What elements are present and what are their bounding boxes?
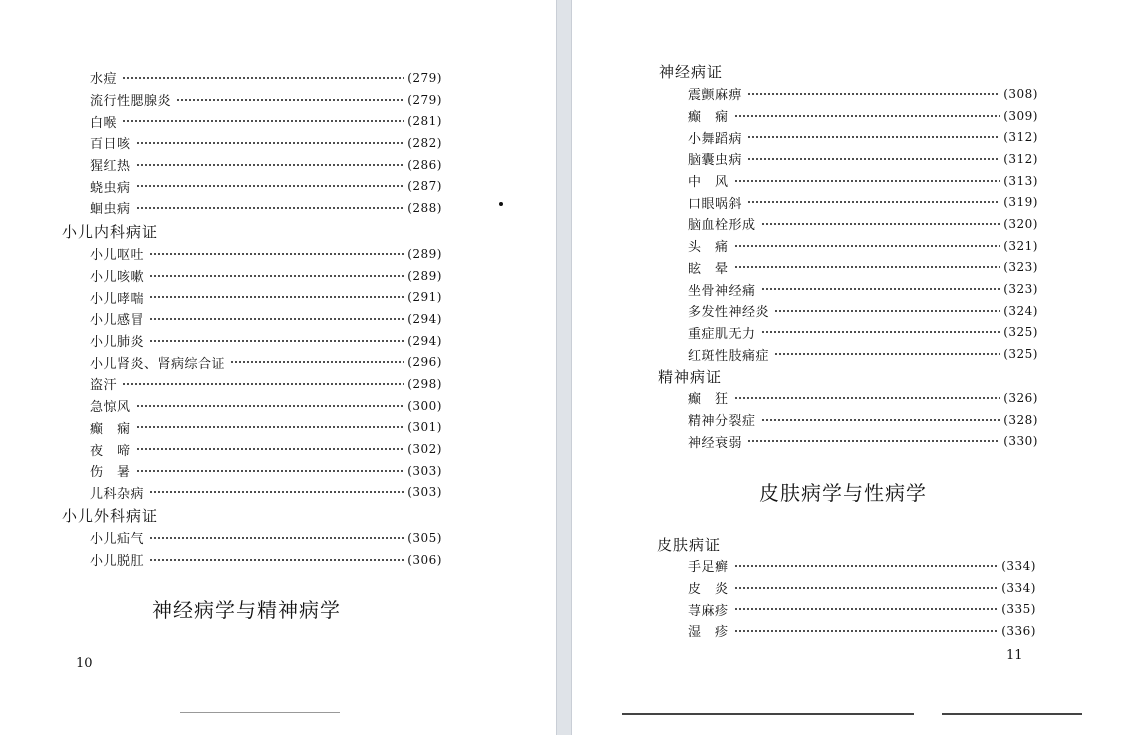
toc-entry: [90, 67, 442, 89]
dot-leader: [136, 207, 405, 209]
toc-entry-page: (300): [407, 398, 442, 413]
toc-entry: [90, 460, 442, 482]
toc-entry: [688, 577, 1036, 599]
toc-entry-title: 小儿肺炎: [90, 335, 145, 351]
toc-entry-title: 头 痛: [688, 240, 729, 256]
toc-entry-page: (296): [407, 355, 442, 370]
toc-entry-page: (309): [1003, 108, 1038, 123]
toc-entry: [90, 482, 442, 504]
toc-entry-title: 坐骨神经痛: [688, 283, 756, 299]
toc-entry: [90, 243, 442, 265]
section-heading: 皮肤病证: [657, 535, 722, 554]
toc-entry-title: 癫 痫: [688, 110, 729, 126]
toc-entry-page: (287): [407, 179, 442, 194]
toc-entry-title: 小儿咳嗽: [90, 270, 145, 286]
toc-entry-title: 小儿脱肛: [90, 554, 145, 570]
toc-entry: [688, 387, 1038, 409]
toc-entry: [90, 110, 442, 132]
toc-entry-title: 眩 晕: [688, 261, 729, 277]
toc-entry-page: (279): [407, 92, 442, 107]
toc-entry-page: (288): [407, 200, 442, 215]
dot-leader: [136, 405, 405, 407]
toc-entry: [90, 395, 442, 417]
toc-entry-title: 盗汗: [90, 378, 118, 394]
scan-speck: [499, 202, 503, 206]
toc-entry: [688, 555, 1036, 577]
dot-leader: [734, 630, 999, 632]
dot-leader: [761, 419, 1001, 421]
toc-entry-page: (330): [1003, 434, 1038, 449]
section-heading: 神经病证: [659, 62, 724, 81]
toc-entry-page: (303): [407, 463, 442, 478]
toc-entry: [90, 417, 442, 439]
toc-entry-title: 急惊风: [90, 400, 131, 416]
toc-list-b: [688, 387, 1038, 452]
toc-entry: [688, 343, 1038, 365]
toc-entry: [90, 373, 442, 395]
dot-leader: [136, 426, 405, 428]
toc-entry-page: (323): [1003, 282, 1038, 297]
toc-entry-page: (312): [1003, 151, 1038, 166]
dot-leader: [122, 120, 404, 122]
toc-entry: [688, 598, 1036, 620]
toc-entry-page: (325): [1003, 347, 1038, 362]
toc-entry-title: 小儿疝气: [90, 532, 145, 548]
toc-entry-title: 小儿呕吐: [90, 248, 145, 264]
toc-entry-title: 癫 痫: [90, 421, 131, 437]
scan-edge-line: [622, 713, 914, 715]
toc-entry-title: 小舞蹈病: [688, 131, 743, 147]
toc-entry-title: 水痘: [90, 72, 118, 88]
toc-entry: [688, 430, 1038, 452]
toc-entry: [688, 620, 1036, 642]
toc-entry: [90, 197, 442, 219]
toc-entry-page: (312): [1003, 130, 1038, 145]
toc-entry-page: (324): [1003, 303, 1038, 318]
toc-entry-page: (281): [407, 114, 442, 129]
dot-leader: [149, 537, 404, 539]
toc-entry-title: 白喉: [90, 115, 118, 131]
toc-entry-title: 小儿肾炎、肾病综合证: [90, 356, 226, 372]
toc-entry-page: (279): [407, 70, 442, 85]
dot-leader: [149, 296, 404, 298]
toc-entry: [688, 322, 1038, 344]
toc-entry-page: (298): [407, 376, 442, 391]
toc-entry: [90, 175, 442, 197]
toc-entry-title: 神经衰弱: [688, 435, 743, 451]
toc-entry-title: 红斑性肢痛症: [688, 348, 770, 364]
right-page: [572, 0, 1129, 735]
toc-entry-title: 精神分裂症: [688, 414, 756, 430]
dot-leader: [734, 115, 1001, 117]
dot-leader: [747, 93, 1000, 95]
dot-leader: [734, 565, 999, 567]
toc-entry: [90, 330, 442, 352]
toc-entry-title: 脑血栓形成: [688, 218, 756, 234]
toc-entry: [688, 213, 1038, 235]
dot-leader: [136, 185, 405, 187]
scan-edge-line: [180, 712, 340, 713]
dot-leader: [136, 164, 405, 166]
dot-leader: [136, 448, 405, 450]
toc-entry-page: (321): [1003, 238, 1038, 253]
toc-entry: [688, 235, 1038, 257]
toc-entry-page: (294): [407, 311, 442, 326]
toc-entry: [90, 132, 442, 154]
toc-entry: [688, 257, 1038, 279]
dot-leader: [774, 353, 1000, 355]
toc-entry-page: (306): [407, 552, 442, 567]
toc-entry-page: (320): [1003, 216, 1038, 231]
toc-entry: [90, 265, 442, 287]
toc-entry-title: 小儿哮喘: [90, 291, 145, 307]
toc-entry: [688, 191, 1038, 213]
toc-entry-title: 口眼㖞斜: [688, 196, 743, 212]
toc-entry: [688, 409, 1038, 431]
dot-leader: [747, 158, 1000, 160]
toc-entry-title: 流行性腮腺炎: [90, 94, 172, 110]
toc-entry: [688, 278, 1038, 300]
toc-entry: [688, 105, 1038, 127]
toc-entry: [688, 83, 1038, 105]
toc-entry-title: 荨麻疹: [688, 603, 729, 619]
chapter-title: 皮肤病学与性病学: [759, 481, 927, 505]
dot-leader: [149, 559, 404, 561]
dot-leader: [761, 288, 1001, 290]
dot-leader: [734, 397, 1001, 399]
toc-entry-title: 重症肌无力: [688, 326, 756, 342]
toc-entry-page: (282): [407, 135, 442, 150]
dot-leader: [122, 383, 404, 385]
toc-entry-title: 夜 啼: [90, 443, 131, 459]
dot-leader: [761, 223, 1001, 225]
toc-entry-title: 手足癣: [688, 560, 729, 576]
dot-leader: [747, 201, 1000, 203]
toc-entry-title: 多发性神经炎: [688, 305, 770, 321]
section-heading: 小儿外科病证: [62, 506, 159, 525]
page-number: 11: [1006, 648, 1023, 663]
toc-entry-page: (286): [407, 157, 442, 172]
toc-entry-page: (313): [1003, 173, 1038, 188]
toc-entry-page: (305): [407, 530, 442, 545]
section-heading: 小儿内科病证: [62, 222, 159, 241]
dot-leader: [176, 99, 404, 101]
dot-leader: [149, 253, 404, 255]
toc-entry-page: (334): [1001, 580, 1036, 595]
dot-leader: [122, 77, 404, 79]
dot-leader: [734, 245, 1001, 247]
toc-entry-title: 猩红热: [90, 159, 131, 175]
dot-leader: [149, 318, 404, 320]
toc-entry: [90, 527, 442, 549]
toc-entry-page: (336): [1001, 623, 1036, 638]
left-page: [0, 0, 556, 735]
toc-entry: [688, 126, 1038, 148]
dot-leader: [774, 310, 1000, 312]
dot-leader: [734, 587, 999, 589]
dot-leader: [734, 266, 1001, 268]
dot-leader: [149, 340, 404, 342]
dot-leader: [230, 361, 404, 363]
dot-leader: [136, 470, 405, 472]
toc-entry-title: 脑囊虫病: [688, 153, 743, 169]
toc-entry-page: (319): [1003, 195, 1038, 210]
toc-list-b: [90, 243, 442, 503]
dot-leader: [149, 275, 404, 277]
toc-entry: [688, 148, 1038, 170]
dot-leader: [747, 440, 1000, 442]
toc-entry-page: (325): [1003, 325, 1038, 340]
toc-entry-page: (289): [407, 246, 442, 261]
toc-entry-page: (308): [1003, 86, 1038, 101]
toc-entry-page: (334): [1001, 558, 1036, 573]
toc-entry-title: 百日咳: [90, 137, 131, 153]
toc-entry: [90, 351, 442, 373]
toc-entry: [90, 89, 442, 111]
toc-entry-page: (289): [407, 268, 442, 283]
section-heading: 精神病证: [658, 367, 723, 386]
toc-entry-title: 蛔虫病: [90, 202, 131, 218]
toc-entry-title: 小儿感冒: [90, 313, 145, 329]
toc-entry-title: 湿 疹: [688, 625, 729, 641]
toc-entry: [90, 286, 442, 308]
toc-entry-page: (323): [1003, 260, 1038, 275]
dot-leader: [734, 608, 999, 610]
toc-entry-page: (326): [1003, 390, 1038, 405]
toc-entry-title: 蛲虫病: [90, 180, 131, 196]
dot-leader: [747, 136, 1000, 138]
toc-entry-page: (301): [407, 420, 442, 435]
toc-entry-page: (294): [407, 333, 442, 348]
dot-leader: [136, 142, 405, 144]
toc-entry-title: 震颤麻痹: [688, 88, 743, 104]
toc-entry-page: (291): [407, 290, 442, 305]
toc-entry-title: 中 风: [688, 175, 729, 191]
toc-entry: [90, 549, 442, 571]
toc-entry-title: 癫 狂: [688, 392, 729, 408]
toc-entry: [688, 170, 1038, 192]
toc-list-a: [688, 83, 1038, 365]
dot-leader: [149, 491, 404, 493]
toc-entry-title: 儿科杂病: [90, 486, 145, 502]
toc-entry: [90, 438, 442, 460]
page-number: 10: [76, 656, 93, 671]
toc-list-a: [90, 67, 442, 219]
toc-entry-page: (335): [1001, 602, 1036, 617]
toc-list-c: [688, 555, 1036, 642]
toc-entry: [688, 300, 1038, 322]
toc-entry-title: 皮 炎: [688, 582, 729, 598]
page-gutter: [556, 0, 572, 735]
toc-list-c: [90, 527, 442, 570]
toc-entry-title: 伤 暑: [90, 465, 131, 481]
chapter-title: 神经病学与精神病学: [152, 598, 341, 622]
dot-leader: [761, 331, 1001, 333]
toc-entry-page: (302): [407, 442, 442, 457]
scan-edge-line: [942, 713, 1082, 715]
toc-entry-page: (328): [1003, 412, 1038, 427]
toc-entry: [90, 154, 442, 176]
dot-leader: [734, 180, 1001, 182]
toc-entry: [90, 308, 442, 330]
toc-entry-page: (303): [407, 485, 442, 500]
